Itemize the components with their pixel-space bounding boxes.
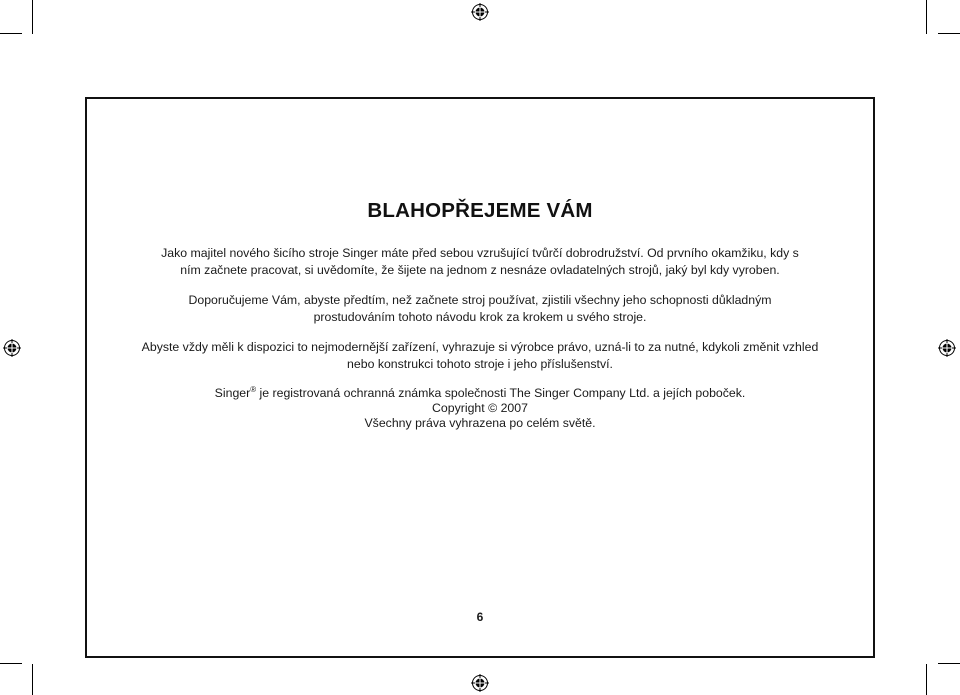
crop-mark-top-left-h: [0, 33, 22, 34]
registration-target-icon: [938, 339, 956, 357]
registered-symbol: ®: [250, 385, 257, 394]
crop-mark-bottom-right: [926, 664, 927, 695]
crop-mark-top-left: [32, 0, 33, 34]
trademark-text: je registrovaná ochranná známka společnosti The Singer Company Ltd. a jejích poboček.: [256, 386, 746, 400]
page-number: 6: [476, 610, 484, 624]
registration-target-icon: [471, 674, 489, 692]
page-content: [87, 199, 873, 431]
registration-target-icon: [3, 339, 21, 357]
intro-paragraph: Jako majitel nového šicího stroje Singer máte před sebou vzrušující tvůrčí dobrodružství. Od prvního okamžiku, kdy s ním začnete pracovat, si uvědomíte, že šijete na jednom z nesnáze ovladatelných strojů, jaký byl kdy vyroben.: [161, 246, 799, 277]
crop-mark-bottom-left-h: [0, 663, 22, 664]
crop-mark-bottom-left: [32, 664, 33, 695]
rights-reserved-paragraph: Abyste vždy měli k dispozici to nejmodernější zařízení, vyhrazuje si výrobce právo, uzná-li to za nutné, kdykoli změnit vzhled nebo konstrukci tohoto stroje i jeho příslušenství.: [141, 340, 819, 371]
copyright-line: Copyright © 2007: [432, 401, 528, 415]
crop-mark-top-right: [926, 0, 927, 34]
trademark-line: [160, 386, 800, 401]
crop-mark-bottom-right-h: [938, 663, 960, 664]
crop-mark-top-right-h: [938, 33, 960, 34]
brand-name: Singer: [214, 386, 251, 400]
page-frame: [85, 97, 875, 658]
registration-target-icon: [471, 3, 489, 21]
trademark-notice: [160, 386, 800, 431]
rights-line: Všechny práva vyhrazena po celém světě.: [364, 416, 596, 430]
page-title: BLAHOPŘEJEME VÁM: [367, 199, 593, 222]
recommendation-paragraph: Doporučujeme Vám, abyste předtím, než začnete stroj používat, zjistili všechny jeho schopnosti důkladným prostudováním tohoto návodu krok za krokem u svého stroje.: [188, 293, 772, 324]
